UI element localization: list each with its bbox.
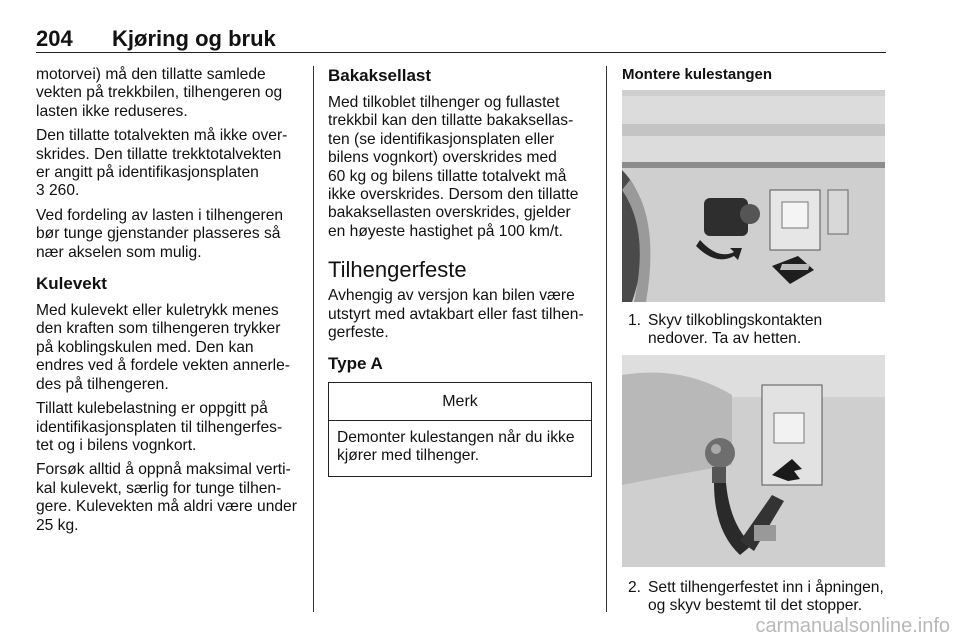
- heading-kulevekt: Kulevekt: [36, 274, 107, 294]
- step-list-1: [622, 312, 888, 349]
- chapter-title: Kjøring og bruk: [112, 26, 276, 51]
- paragraph-ball-load: Tillatt kulebelastning er oppgitt på identifikasjonsplaten til tilhengerfes- tet og i bilens vognkort.: [36, 400, 283, 454]
- column-2: [328, 66, 598, 477]
- step-list-2: [622, 579, 888, 616]
- page-reference-link[interactable]: 3 260.: [36, 182, 80, 200]
- paragraph-load-distribution: Ved fordeling av lasten i tilhengeren bør tunge gjenstander plasseres så nær akselen som mulig.: [36, 206, 284, 261]
- page-header: [36, 26, 886, 53]
- heading-bakaksellast: Bakaksellast: [328, 66, 432, 85]
- heading-tilhengerfeste: Tilhengerfeste: [328, 257, 467, 283]
- figure-towbar-illustration: [622, 355, 885, 567]
- column-3: [622, 66, 888, 620]
- paragraph-max-load: Forsøk alltid å oppnå maksimal verti- kal kulevekt, særlig for tunge tilhen- gere. Kulevekten må aldri være under 25 kg.: [36, 461, 297, 534]
- paragraph-total-weight: Den tillatte totalvekten må ikke over- skrides. Den tillatte trekktotalvekten er angitt på identifikasjonsplaten 3 260.: [36, 127, 304, 201]
- column-1: [36, 66, 304, 541]
- paragraph-hitch-versions: Avhengig av versjon kan bilen være utstyrt med avtakbart eller fast tilhen- gerfeste.: [328, 287, 584, 342]
- list-item: 1. Skyv tilkoblingskontakten nedover. Ta av hetten.: [628, 312, 823, 348]
- column-divider: [606, 66, 607, 612]
- note-text: Demonter kulestangen når du ikke kjører med tilhenger.: [337, 428, 575, 465]
- note-title: Merk: [329, 383, 591, 420]
- page-number: 204: [36, 26, 73, 51]
- note-box: [328, 382, 592, 476]
- watermark: carmanualsonline.info: [755, 615, 950, 637]
- figure-connector-illustration: [622, 90, 885, 302]
- list-item: 2. Sett tilhengerfestet inn i åpningen, og skyv bestemt til det stopper.: [628, 578, 884, 615]
- paragraph-rear-axle: Med tilkoblet tilhenger og fullastet trekkbil kan den tillatte bakaksellas- ten (se identifikasjonsplaten eller bilens vognkort) overskrides med 60 kg og bilens tillatte totalvekt må ikke overskrides. Dersom den tillatte bakaksellasten overskrides, gjelder en høyeste hastighet på 100 km/t.: [328, 94, 579, 240]
- paragraph-kulevekt-def: Med kulevekt eller kuletrykk menes den kraften som tilhengeren trykker på koblingskulen med. Den kan endres ved å fordele vekten annerle- des på tilhengeren.: [36, 302, 290, 393]
- column-divider: [313, 66, 314, 612]
- paragraph-continued: motorvei) må den tillatte samlede vekten på trekkbilen, tilhengeren og lasten ikke reduseres.: [36, 66, 283, 120]
- heading-type-a: Type A: [328, 354, 383, 374]
- heading-montere: Montere kulestangen: [622, 66, 773, 83]
